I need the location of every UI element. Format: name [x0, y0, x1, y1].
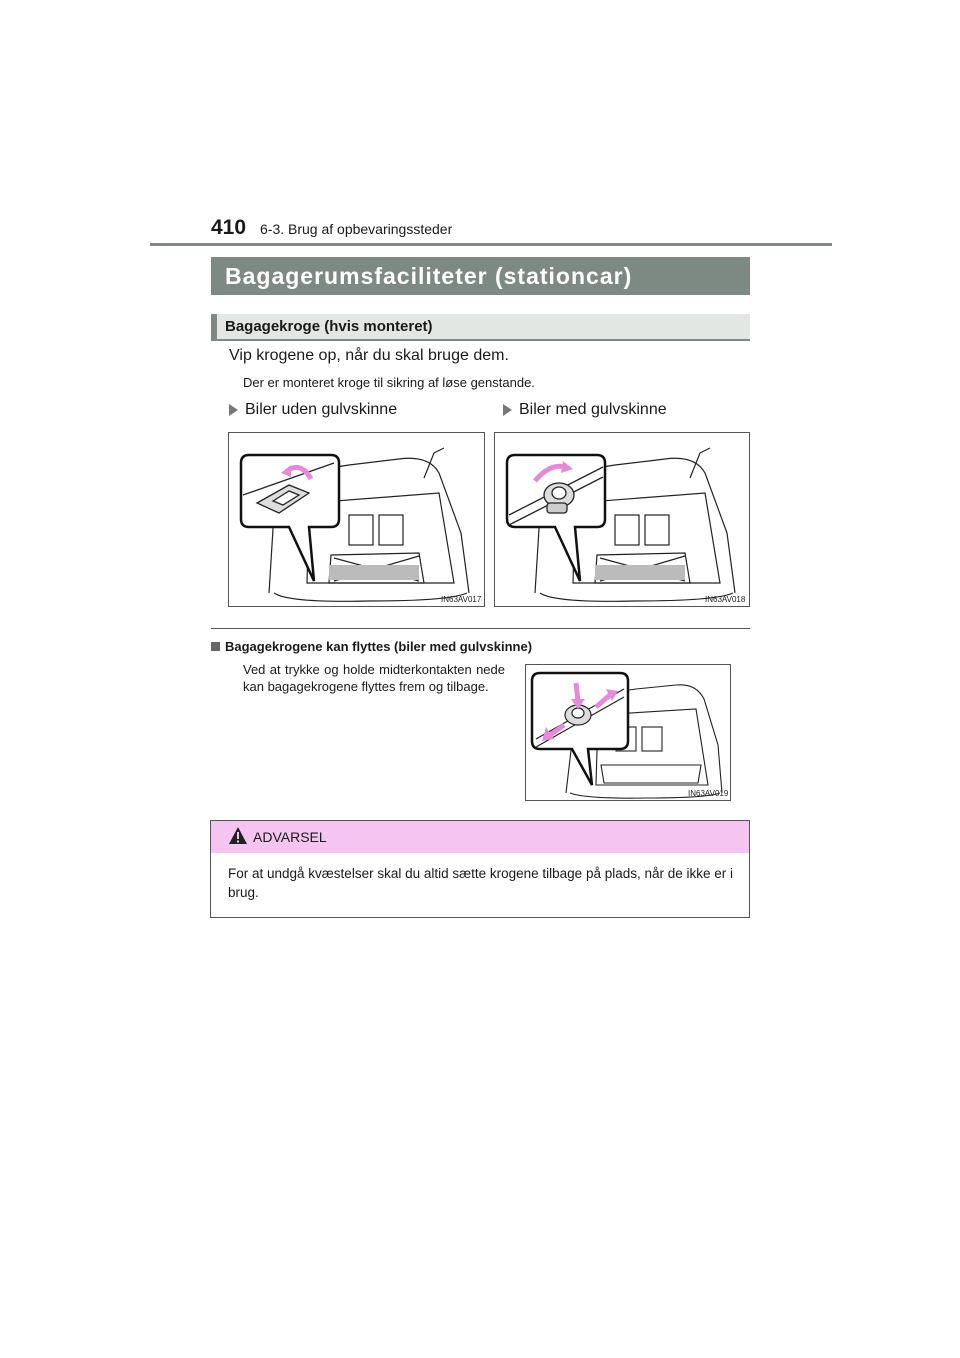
intro-subtext: Der er monteret kroge til sikring af løse genstande. — [243, 375, 535, 390]
warning-text: For at undgå kvæstelser skal du altid sætte krogene tilbage på plads, når de ikke er i brug. — [228, 866, 734, 900]
triangle-bullet-icon — [229, 404, 238, 416]
section-title: Bagagerumsfaciliteter (stationcar) — [211, 257, 750, 295]
option-label-text: Biler med gulvskinne — [519, 401, 667, 418]
movable-hooks-body: Ved at trykke og holde midterkontakten nede kan bagagekrogene flyttes frem og tilbage. — [243, 662, 505, 694]
intro-text: Vip krogene op, når du skal bruge dem. — [229, 347, 509, 364]
option-label-text: Biler uden gulvskinne — [245, 401, 398, 418]
warning-title: ADVARSEL — [253, 829, 327, 845]
figure-code: IN63AV019 — [688, 789, 729, 798]
cargo-area-illustration — [526, 665, 730, 800]
breadcrumb: 6-3. Brug af opbevaringssteder — [260, 221, 453, 237]
figure-code: IN63AV017 — [441, 595, 482, 604]
cargo-area-illustration — [229, 433, 484, 606]
figure-hooks-with-rail — [494, 432, 750, 607]
movable-hooks-heading — [211, 639, 532, 654]
page-number: 410 — [211, 216, 247, 239]
figure-movable-hooks — [525, 664, 731, 801]
option-label-with-rail — [503, 401, 667, 419]
pink-arrow-icon — [576, 683, 578, 701]
header-divider — [150, 243, 832, 246]
cargo-area-illustration — [495, 433, 749, 606]
option-label-without-rail — [229, 401, 397, 419]
triangle-bullet-icon — [503, 404, 512, 416]
movable-heading-text: Bagagekrogene kan flyttes (biler med gulvskinne) — [225, 639, 533, 654]
subsection-title: Bagagekroge (hvis monteret) — [211, 314, 750, 341]
warning-triangle-icon — [228, 826, 248, 845]
square-bullet-icon — [211, 642, 220, 651]
figure-hooks-without-rail — [228, 432, 485, 607]
section-divider — [211, 628, 750, 629]
figure-code: IN63AV018 — [705, 595, 746, 604]
